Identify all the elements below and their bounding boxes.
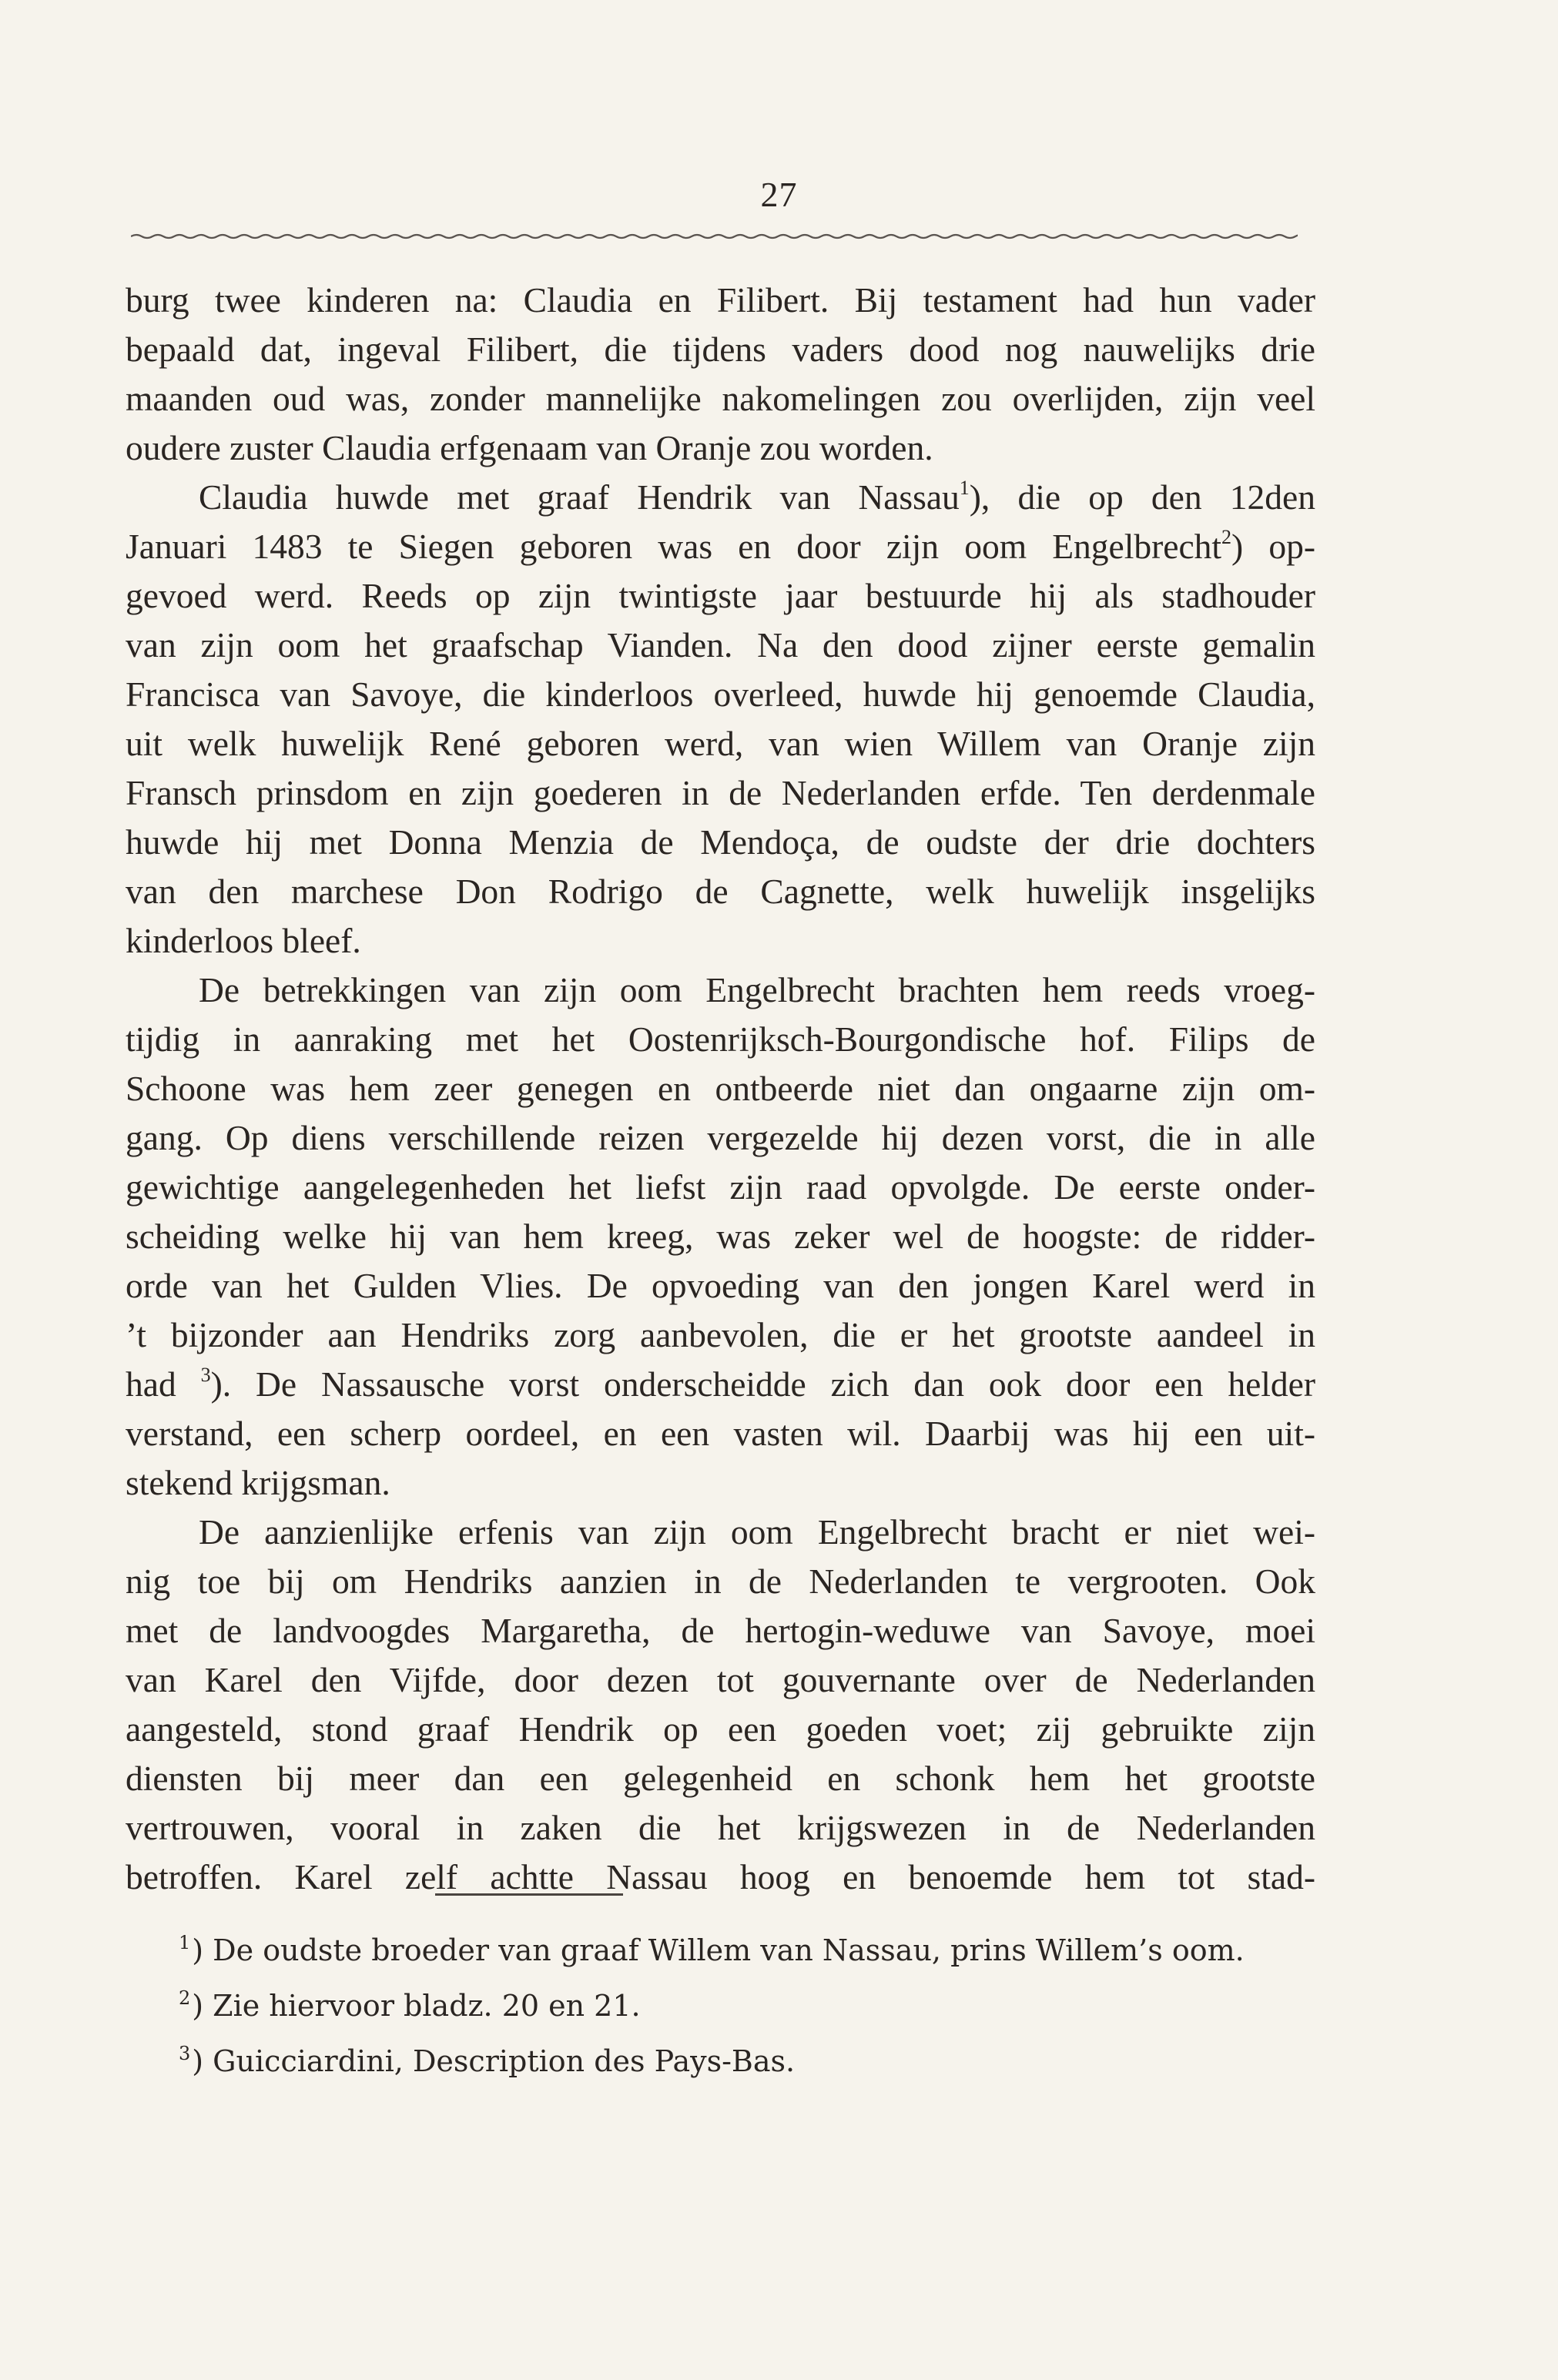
text-line: [126, 1557, 1315, 1606]
footnote-text: ) De oudste broeder van graaf Willem van Nassau, prins Willem’s oom.: [192, 1933, 1245, 1967]
text-line-content: van zijn oom het graafschap Vianden. Na den dood zijner eerste gemalin: [126, 625, 1315, 664]
footnotes: [179, 1923, 1245, 2089]
text-line: [126, 325, 1315, 374]
text-line: [126, 1064, 1315, 1113]
text-line-content: Januari 1483 te Siegen geboren was en door zijn oom Engelbrecht: [126, 527, 1222, 566]
footnote-text: ) Zie hiervoor bladz. 20 en 21.: [192, 1989, 641, 2023]
text-line-continuation: ), die op den 12den: [969, 477, 1315, 517]
text-line-content: huwde hij met Donna Menzia de Mendoça, de oudste der drie dochters: [126, 822, 1315, 862]
text-line-content: gewichtige aangelegenheden het liefst zijn raad opvolgde. De eerste onder-: [126, 1167, 1315, 1207]
text-line-content: De aanzienlijke erfenis van zijn oom Engelbrecht bracht er niet wei-: [199, 1512, 1315, 1552]
footnote-marker: 2: [179, 1987, 191, 2009]
text-line: [126, 621, 1315, 670]
text-line: [126, 522, 1315, 571]
text-line: [126, 1212, 1315, 1261]
footnote-marker: 3: [179, 2043, 191, 2064]
text-line-content: verstand, een scherp oordeel, en een vasten wil. Daarbij was hij een uit-: [126, 1414, 1315, 1453]
text-line-content: maanden oud was, zonder mannelijke nakomelingen zou overlijden, zijn veel: [126, 379, 1315, 418]
text-line: [126, 916, 1315, 966]
text-line: [126, 1705, 1315, 1754]
footnote-separator: [435, 1893, 623, 1896]
text-line-content: had: [126, 1364, 201, 1404]
text-line: [126, 1311, 1315, 1360]
text-line: [126, 1360, 1315, 1409]
text-line-content: betroffen. Karel zelf achtte Nassau hoog en benoemde hem tot stad-: [126, 1857, 1315, 1896]
text-line: [126, 1508, 1315, 1557]
footnote-reference: 1: [959, 477, 970, 499]
text-line: [126, 1754, 1315, 1803]
footnote-marker: 1: [179, 1932, 191, 1953]
text-line-content: vertrouwen, vooral in zaken die het krijgswezen in de Nederlanden: [126, 1808, 1315, 1847]
text-line-content: Francisca van Savoye, die kinderloos overleed, huwde hij genoemde Claudia,: [126, 675, 1315, 714]
text-line: [126, 719, 1315, 768]
text-line: [126, 1458, 1315, 1508]
footnote: [179, 2034, 1245, 2089]
page-number: 27: [760, 175, 798, 214]
text-line: [126, 473, 1315, 522]
text-line-content: aangesteld, stond graaf Hendrik op een goeden voet; zij gebruikte zijn: [126, 1709, 1315, 1749]
text-line-continuation: ) op-: [1231, 527, 1315, 566]
text-line-content: orde van het Gulden Vlies. De opvoeding van den jongen Karel werd in: [126, 1266, 1315, 1305]
text-line-content: burg twee kinderen na: Claudia en Filibert. Bij testament had hun vader: [126, 280, 1315, 320]
body-text: [126, 276, 1315, 1902]
text-line: [126, 1163, 1315, 1212]
text-line: [126, 670, 1315, 719]
text-line: [126, 423, 1315, 473]
text-line: [126, 1853, 1315, 1902]
text-line-content: gevoed werd. Reeds op zijn twintigste jaar bestuurde hij als stadhouder: [126, 576, 1315, 615]
text-line-content: ’t bijzonder aan Hendriks zorg aanbevolen, die er het grootste aandeel in: [126, 1315, 1315, 1354]
text-line-content: met de landvoogdes Margaretha, de hertogin-weduwe van Savoye, moei: [126, 1611, 1315, 1650]
footnote: [179, 1923, 1245, 1978]
text-line: [126, 768, 1315, 818]
text-line-content: stekend krijgsman.: [126, 1463, 390, 1502]
text-line: [126, 966, 1315, 1015]
text-line-content: Fransch prinsdom en zijn goederen in de Nederlanden erfde. Ten derdenmale: [126, 773, 1315, 812]
text-line: [126, 1606, 1315, 1655]
text-line: [126, 1655, 1315, 1705]
text-line-content: Claudia huwde met graaf Hendrik van Nassau: [199, 477, 960, 517]
text-line-content: Schoone was hem zeer genegen en ontbeerde niet dan ongaarne zijn om-: [126, 1069, 1315, 1108]
text-line-content: De betrekkingen van zijn oom Engelbrecht brachten hem reeds vroeg-: [199, 970, 1315, 1009]
text-line: [126, 1409, 1315, 1458]
ornamental-wavy-rule: [131, 229, 1298, 243]
footnote-reference: 2: [1221, 526, 1232, 548]
text-line: [126, 1261, 1315, 1311]
text-line: [126, 1113, 1315, 1163]
text-line-content: tijdig in aanraking met het Oostenrijksch-Bourgondische hof. Filips de: [126, 1019, 1315, 1059]
footnote-text: ) Guicciardini, Description des Pays-Bas.: [192, 2044, 796, 2078]
text-line-content: van Karel den Vijfde, door dezen tot gouvernante over de Nederlanden: [126, 1660, 1315, 1699]
text-line: [126, 867, 1315, 916]
text-line-content: oudere zuster Claudia erfgenaam van Oranje zou worden.: [126, 428, 933, 467]
text-line-content: kinderloos bleef.: [126, 921, 361, 960]
text-line-content: diensten bij meer dan een gelegenheid en schonk hem het grootste: [126, 1759, 1315, 1798]
text-line: [126, 571, 1315, 621]
footnote: [179, 1978, 1245, 2034]
text-line: [126, 276, 1315, 325]
text-line-content: gang. Op diens verschillende reizen vergezelde hij dezen vorst, die in alle: [126, 1118, 1315, 1157]
text-line-continuation: ). De Nassausche vorst onderscheidde zich dan ook door een helder: [210, 1364, 1316, 1404]
text-line: [126, 818, 1315, 867]
text-line-content: scheiding welke hij van hem kreeg, was zeker wel de hoogste: de ridder-: [126, 1217, 1315, 1256]
text-line: [126, 1015, 1315, 1064]
footnote-reference: 3: [200, 1364, 211, 1386]
text-line: [126, 374, 1315, 423]
text-line-content: van den marchese Don Rodrigo de Cagnette, welk huwelijk insgelijks: [126, 872, 1315, 911]
text-line: [126, 1803, 1315, 1853]
text-line-content: uit welk huwelijk René geboren werd, van wien Willem van Oranje zijn: [126, 724, 1315, 763]
text-line-content: bepaald dat, ingeval Filibert, die tijdens vaders dood nog nauwelijks drie: [126, 330, 1315, 369]
text-line-content: nig toe bij om Hendriks aanzien in de Nederlanden te vergrooten. Ook: [126, 1562, 1315, 1601]
